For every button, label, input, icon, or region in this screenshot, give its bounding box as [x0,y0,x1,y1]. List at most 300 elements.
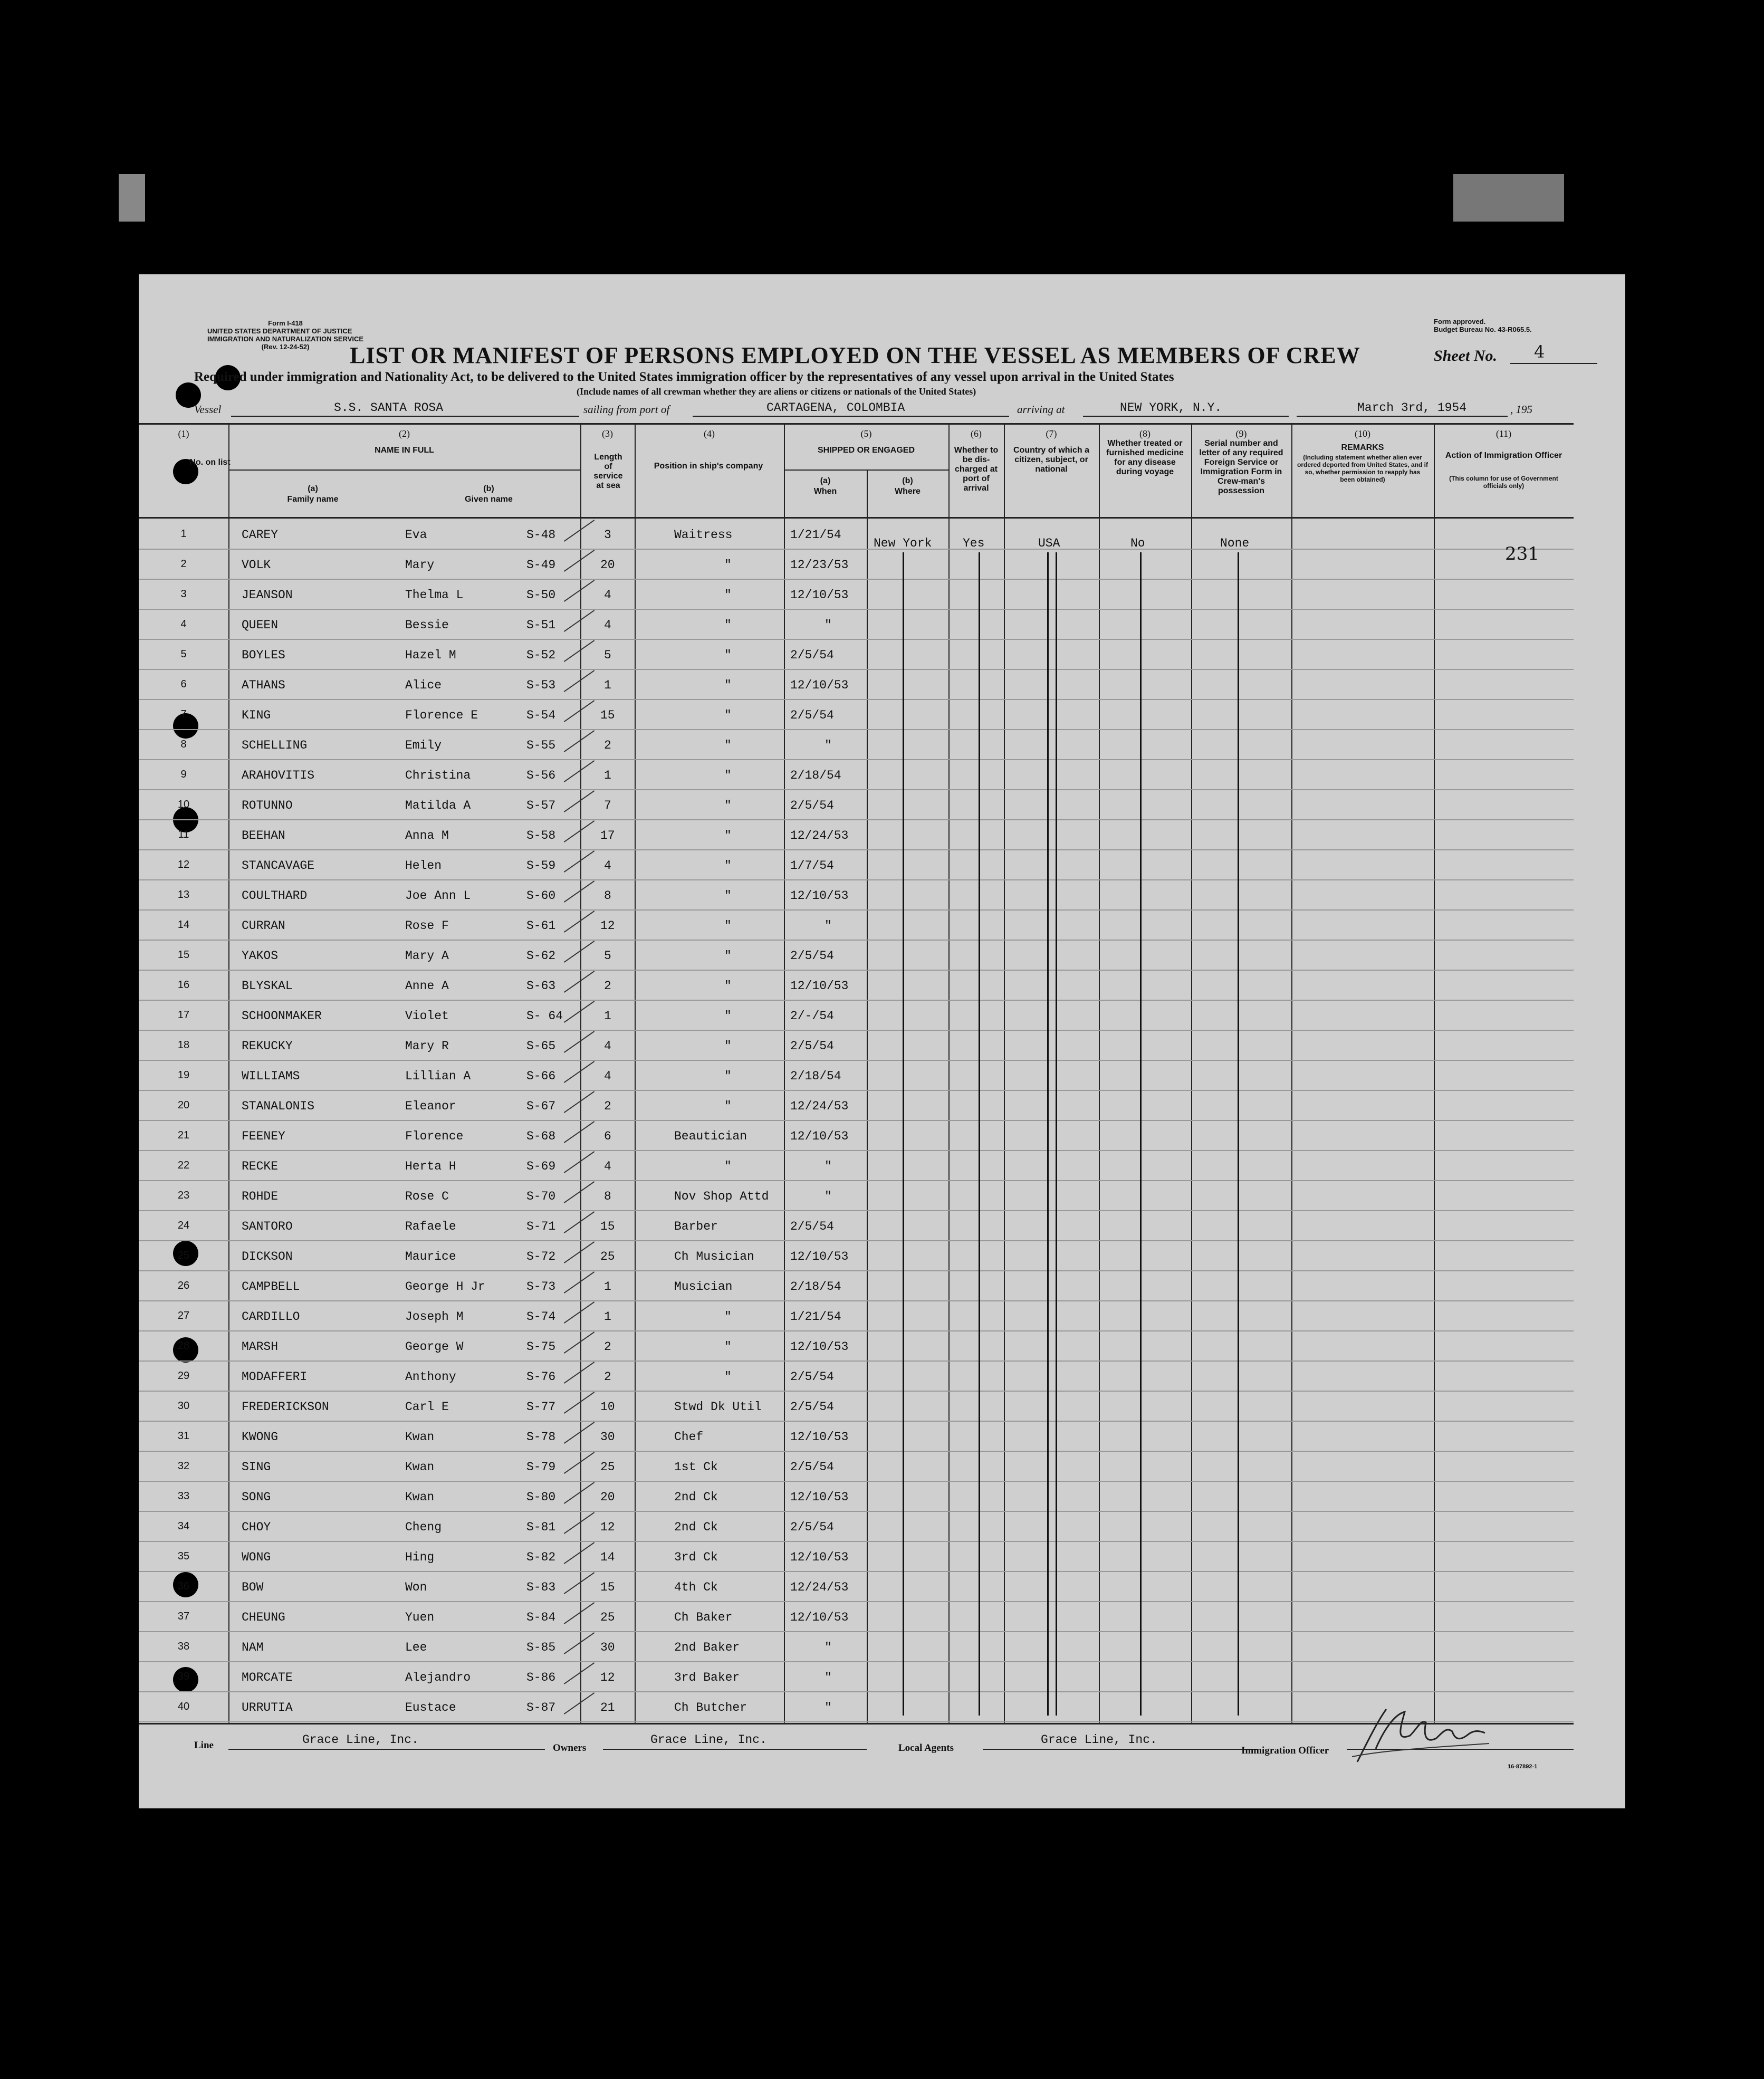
row-number: 23 [177,1190,190,1201]
length-of-service: 21 [600,1701,615,1714]
date-shipped: 12/10/53 [790,678,849,692]
check-mark [564,580,595,602]
header-action-note: (This column for use of Government officials only) [1449,475,1558,490]
port-underline [693,416,1009,417]
family-name: BLYSKAL [242,979,293,993]
row-number: 9 [180,769,187,780]
date-shipped: 2/5/54 [790,949,834,963]
position: Ch Baker [674,1611,733,1624]
crew-id: S-84 [526,1611,556,1624]
table-row [139,1150,1574,1181]
table-row [139,1240,1574,1271]
family-name: RECKE [242,1160,279,1173]
family-name: REKUCKY [242,1039,293,1053]
sailing-label: sailing from port of [583,403,670,416]
check-mark [564,850,595,873]
footer-agents-label: Local Agents [898,1742,954,1754]
row-number: 29 [177,1370,190,1382]
header-remarks: REMARKS [1341,443,1384,452]
given-name: Matilda A [405,799,471,812]
length-of-service: 15 [600,1580,615,1594]
year-suffix: , 195 [1510,403,1532,416]
table-row [139,1571,1574,1602]
position: " [724,1069,732,1083]
family-name: CHOY [242,1520,271,1534]
check-mark [564,1031,595,1053]
table-row [139,519,1574,550]
length-of-service: 12 [600,919,615,933]
check-mark [564,550,595,572]
given-name: Kwan [405,1490,435,1504]
crew-id: S-56 [526,769,556,782]
check-mark [564,700,595,722]
date-shipped: 2/18/54 [790,1069,841,1083]
family-name: SONG [242,1490,271,1504]
table-row [139,1300,1574,1331]
table-row [139,940,1574,971]
vessel-label: Vessel [194,403,222,416]
footer-owners-underline [603,1749,867,1750]
table-row [139,819,1574,850]
table-row [139,849,1574,880]
shipped-subheader-line [784,470,948,471]
revision: (Rev. 12-24-52) [261,343,310,351]
length-of-service: 17 [600,829,615,842]
header-shipped-or-engaged: SHIPPED OR ENGAGED [817,446,915,455]
check-mark [564,1151,595,1173]
length-of-service: 12 [600,1671,615,1684]
position: 3rd Baker [674,1671,740,1684]
date-shipped: " [825,739,832,752]
family-name: ARAHOVITIS [242,769,315,782]
given-name: Alejandro [405,1671,471,1684]
table-row [139,1000,1574,1031]
given-name: Mary A [405,949,449,963]
given-name: Cheng [405,1520,442,1534]
position: " [724,708,732,722]
row-number: 5 [180,648,187,660]
table-row [139,549,1574,580]
table-row [139,1030,1574,1061]
length-of-service: 15 [600,708,615,722]
date-shipped: 2/-/54 [790,1009,834,1023]
table-row [139,879,1574,911]
date-shipped: " [825,1701,832,1714]
row-number: 24 [177,1220,190,1231]
table-row [139,1120,1574,1151]
family-name: ATHANS [242,678,285,692]
family-name: MODAFFERI [242,1370,308,1384]
col-number: (10) [1355,428,1370,439]
table-row [139,759,1574,790]
manifest-sheet [139,274,1625,1808]
position: 2nd Ck [674,1490,718,1504]
family-name: URRUTIA [242,1701,293,1714]
crew-id: S-53 [526,678,556,692]
table-row [139,1361,1574,1392]
row-number: 33 [177,1490,190,1502]
position: " [724,769,732,782]
footer-owners-label: Owners [553,1742,587,1754]
ditto-line-discharged [979,552,980,1716]
date-shipped: 2/5/54 [790,1520,834,1534]
crew-id: S-85 [526,1641,556,1654]
paper-tab-left [119,174,145,222]
row-number: 17 [177,1009,190,1021]
length-of-service: 4 [604,1160,611,1173]
crew-id: S-80 [526,1490,556,1504]
check-mark [564,1121,595,1143]
budget: Budget Bureau No. 43-R065.5. [1434,325,1532,333]
header-serial: Serial number and letter of any required Foreign Service or Immigration Form in Crew-man's possession [1199,439,1283,495]
length-of-service: 20 [600,1490,615,1504]
check-mark [564,520,595,542]
crew-id: S-83 [526,1580,556,1594]
row-number: 38 [177,1641,190,1652]
family-name: SING [242,1460,271,1474]
position: " [724,919,732,933]
row-number: 32 [177,1460,190,1472]
given-name: Joseph M [405,1310,464,1324]
col-number: (2) [399,428,410,439]
length-of-service: 7 [604,799,611,812]
check-mark [564,1602,595,1624]
table-row [139,1090,1574,1121]
given-name: Emily [405,739,442,752]
date-shipped: 1/7/54 [790,859,834,873]
given-name: Florence E [405,708,478,722]
table-row [139,789,1574,820]
date-shipped: 12/10/53 [790,1129,849,1143]
check-mark [564,1091,595,1113]
table-row [139,909,1574,941]
row-number: 30 [177,1400,190,1412]
check-mark [564,1572,595,1594]
date-shipped: 1/21/54 [790,1310,841,1324]
given-name: Yuen [405,1611,435,1624]
check-mark [564,670,595,692]
header-action: Action of Immigration Officer [1445,451,1562,460]
header-name-in-full: NAME IN FULL [375,446,434,455]
family-name: ROHDE [242,1190,279,1203]
given-name: Lee [405,1641,427,1654]
check-mark [564,1662,595,1684]
ditto-line-treated [1140,552,1142,1716]
header-no-on-list: No. on list [189,458,231,467]
row-number: 12 [177,859,190,870]
col-number: (3) [602,428,613,439]
table-row [139,1330,1574,1362]
col-number: (11) [1495,428,1512,439]
table-row [139,970,1574,1001]
ditto-line-where [903,552,904,1716]
length-of-service: 6 [604,1129,611,1143]
table-row [139,1661,1574,1692]
date-shipped: 2/5/54 [790,1370,834,1384]
date-shipped: 12/10/53 [790,1340,849,1354]
family-name: SANTORO [242,1220,293,1233]
crew-id: S-82 [526,1550,556,1564]
name-subheader-line [228,470,580,471]
check-mark [564,1301,595,1324]
position: " [724,1009,732,1023]
check-mark [564,880,595,903]
where-shipped-new-york: New York [874,536,932,550]
date-shipped: 12/10/53 [790,889,849,903]
crew-id: S-51 [526,618,556,632]
header-length-of-service: Length of service at sea [593,453,623,490]
given-name: Thelma L [405,588,464,602]
position: " [724,889,732,903]
given-name: Kwan [405,1430,435,1444]
given-name: Bessie [405,618,449,632]
given-name: Eva [405,528,427,542]
position: Beautician [674,1129,747,1143]
port-of-arrival: NEW YORK, N.Y. [1120,401,1222,415]
given-name: Alice [405,678,442,692]
row-number: 40 [177,1701,190,1712]
date-shipped: 12/10/53 [790,1550,849,1564]
given-name: Hazel M [405,648,456,662]
page-title: LIST OR MANIFEST OF PERSONS EMPLOYED ON THE VESSEL AS MEMBERS OF CREW [350,342,1360,368]
table-row [139,1210,1574,1241]
header-country: Country of which a citizen, subject, or national [1013,446,1089,474]
date-shipped: " [825,919,832,933]
crew-id: S-65 [526,1039,556,1053]
header-given-name: Given name [465,495,513,504]
length-of-service: 1 [604,1280,611,1294]
row-number: 15 [177,949,190,961]
row-number: 35 [177,1550,190,1562]
given-name: Rose F [405,919,449,933]
crew-id: S-79 [526,1460,556,1474]
family-name: MORCATE [242,1671,293,1684]
check-mark [564,1271,595,1294]
given-name: Maurice [405,1250,456,1263]
family-name: FEENEY [242,1129,285,1143]
given-name: Mary [405,558,435,572]
family-name: STANALONIS [242,1099,315,1113]
check-mark [564,1422,595,1444]
crew-id: S-57 [526,799,556,812]
date-shipped: 2/5/54 [790,1400,834,1414]
discharged-yes: Yes [963,536,985,550]
table-row [139,639,1574,670]
row-number: 13 [177,889,190,900]
position: Stwd Dk Util [674,1400,762,1414]
check-mark [564,1632,595,1654]
position: 2nd Baker [674,1641,740,1654]
length-of-service: 25 [600,1611,615,1624]
footer-print-code: 16-87892-1 [1508,1764,1538,1770]
family-name: CARDILLO [242,1310,300,1324]
serial-none: None [1220,536,1250,550]
given-name: Kwan [405,1460,435,1474]
crew-id: S-86 [526,1671,556,1684]
position: " [724,1099,732,1113]
table-row [139,1481,1574,1512]
crew-id: S-60 [526,889,556,903]
header-position: Position in ship's company [654,462,763,471]
header-where: Where [895,487,921,496]
date-shipped: 2/5/54 [790,1039,834,1053]
crew-id: S-68 [526,1129,556,1143]
crew-id: S-72 [526,1250,556,1263]
footer-line-underline [228,1749,545,1750]
crew-id: S- 64 [526,1009,563,1023]
family-name: BOYLES [242,648,285,662]
table-row [139,1060,1574,1091]
crew-id: S-66 [526,1069,556,1083]
crew-id: S-69 [526,1160,556,1173]
position: Barber [674,1220,718,1233]
check-mark [564,790,595,812]
position: " [724,1370,732,1384]
date-shipped: 2/5/54 [790,648,834,662]
date-shipped: 2/18/54 [790,1280,841,1294]
position: 4th Ck [674,1580,718,1594]
header-discharged: Whether to be dis-charged at port of arrival [954,446,999,493]
subtitle-note: (Include names of all crewman whether they are aliens or citizens or nationals of the United States) [577,386,976,397]
given-name: Hing [405,1550,435,1564]
family-name: YAKOS [242,949,279,963]
crew-id: S-67 [526,1099,556,1113]
vessel-underline [231,416,579,417]
family-name: VOLK [242,558,271,572]
row-number: 21 [177,1129,190,1141]
family-name: KWONG [242,1430,279,1444]
given-name: Anne A [405,979,449,993]
date-shipped: 2/18/54 [790,769,841,782]
paper-tab-right [1453,174,1564,222]
table-row [139,1270,1574,1301]
crew-id: S-58 [526,829,556,842]
table-row [139,1391,1574,1422]
table-row [139,1451,1574,1482]
given-name: Eustace [405,1701,456,1714]
col-number: (6) [971,428,982,439]
port-of-departure: CARTAGENA, COLOMBIA [766,401,905,415]
position: " [724,558,732,572]
row-number: 27 [177,1310,190,1321]
crew-id: S-54 [526,708,556,722]
table-row [139,1511,1574,1542]
row-number: 34 [177,1520,190,1532]
date-shipped: " [825,618,832,632]
length-of-service: 20 [600,558,615,572]
table-top-border [139,423,1574,425]
sheet-number-underline [1510,363,1597,364]
check-mark [564,610,595,632]
check-mark [564,1542,595,1564]
length-of-service: 12 [600,1520,615,1534]
footer-line-value: Grace Line, Inc. [302,1733,419,1747]
row-number: 1 [180,528,187,540]
crew-id: S-73 [526,1280,556,1294]
length-of-service: 4 [604,618,611,632]
date-shipped: 2/5/54 [790,1220,834,1233]
family-name: BOW [242,1580,264,1594]
date-shipped: 12/10/53 [790,1430,849,1444]
length-of-service: 2 [604,1340,611,1354]
length-of-service: 1 [604,678,611,692]
check-mark [564,1181,595,1203]
position: " [724,739,732,752]
col-number: (4) [704,428,715,439]
check-mark [564,1362,595,1384]
footer-officer-label: Immigration Officer [1241,1745,1329,1756]
crew-id: S-61 [526,919,556,933]
crew-id: S-70 [526,1190,556,1203]
family-name: CHEUNG [242,1611,285,1624]
check-mark [564,1512,595,1534]
family-name: BEEHAN [242,829,285,842]
date-shipped: 12/10/53 [790,1250,849,1263]
row-number: 7 [180,708,187,720]
position: Ch Butcher [674,1701,747,1714]
length-of-service: 25 [600,1460,615,1474]
arriving-label: arriving at [1017,403,1065,416]
form-id-block [207,319,363,351]
given-name: Herta H [405,1160,456,1173]
row-number: 28 [177,1340,190,1352]
length-of-service: 5 [604,648,611,662]
length-of-service: 8 [604,889,611,903]
check-mark [564,640,595,662]
family-name: SCHOONMAKER [242,1009,322,1023]
position: 2nd Ck [674,1520,718,1534]
row-number: 22 [177,1160,190,1171]
header-when-a: (a) [820,476,831,485]
date-shipped: 2/5/54 [790,708,834,722]
crew-id: S-52 [526,648,556,662]
row-number: 25 [177,1250,190,1261]
check-mark [564,971,595,993]
length-of-service: 4 [604,588,611,602]
row-number: 10 [177,799,190,810]
position: " [724,648,732,662]
row-number: 2 [180,558,187,570]
officer-signature [1347,1699,1505,1767]
length-of-service: 4 [604,859,611,873]
length-of-service: 2 [604,739,611,752]
col-number: (5) [860,428,872,439]
position: " [724,588,732,602]
family-name: STANCAVAGE [242,859,315,873]
length-of-service: 1 [604,769,611,782]
row-number: 36 [177,1580,190,1592]
position: Nov Shop Attd [674,1190,769,1203]
length-of-service: 2 [604,1099,611,1113]
vessel-name: S.S. SANTA ROSA [334,401,444,415]
table-row [139,1421,1574,1452]
given-name: Helen [405,859,442,873]
given-name: Won [405,1580,427,1594]
row-number: 19 [177,1069,190,1081]
date-shipped: " [825,1190,832,1203]
header-family-a: (a) [308,484,318,493]
length-of-service: 1 [604,1009,611,1023]
family-name: QUEEN [242,618,279,632]
check-mark [564,1241,595,1263]
row-number: 31 [177,1430,190,1442]
position: 1st Ck [674,1460,718,1474]
given-name: Rafaele [405,1220,456,1233]
subtitle: Required under immigration and Nationality Act, to be delivered to the United States immigration officer by the representatives of any vessel upon arrival in the United States [194,370,1174,384]
family-name: ROTUNNO [242,799,293,812]
crew-id: S-87 [526,1701,556,1714]
check-mark [564,1331,595,1354]
